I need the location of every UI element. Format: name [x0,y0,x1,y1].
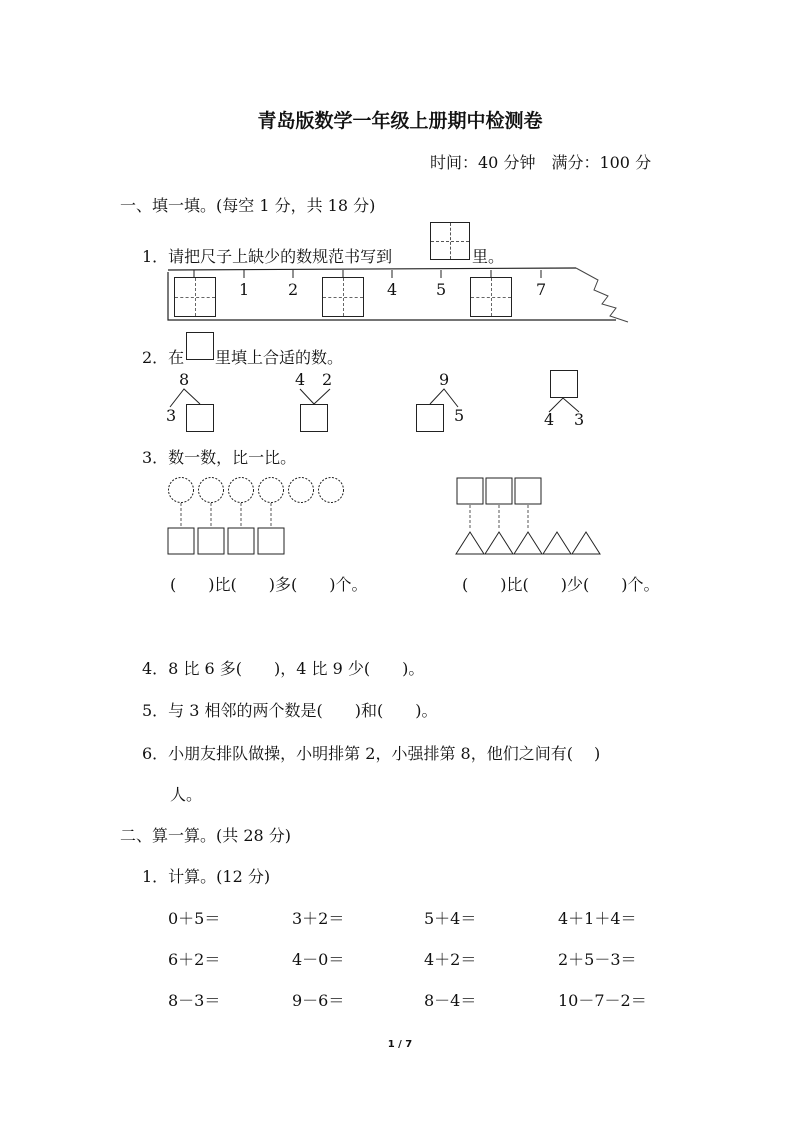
square-shape [486,478,512,504]
q2-g3-right: 5 [454,406,465,425]
triangle-shape [543,532,571,554]
square-shape [198,528,224,554]
q5-text[interactable]: 5．与 3 相邻的两个数是( )和( )。 [142,701,438,720]
ruler-number-1: 1 [239,280,250,299]
q1-text: 1．请把尺子上缺少的数规范书写到 [142,247,393,266]
triangle-shape [456,532,484,554]
calc-item[interactable]: 5＋4＝ [424,909,477,928]
square-shape [515,478,541,504]
q2-g4-bottom-left: 4 [544,410,555,429]
calc-item[interactable]: 8－3＝ [168,991,221,1010]
q2-text-after: 里填上合适的数。 [215,348,344,367]
q2-g2-top-right: 2 [322,370,333,389]
calc-item[interactable]: 10－7－2＝ [558,991,647,1010]
ruler-number-2: 2 [288,280,299,299]
circle-shape [319,478,344,503]
section1-heading: 一、填一填。(每空 1 分，共 18 分) [120,196,376,215]
circle-shape [289,478,314,503]
q3-blank-left[interactable]: ( )比( )多( )个。 [170,575,368,594]
ruler-number-7: 7 [536,280,547,299]
q2-g2-top-left: 4 [295,370,306,389]
ruler-number-4: 4 [387,280,398,299]
calc-item[interactable]: 6＋2＝ [168,950,221,969]
page-number: 1 / 7 [387,1039,413,1050]
q2-g4-bottom-right: 3 [574,410,585,429]
q4-text[interactable]: 4．8 比 6 多( )，4 比 9 少( )。 [142,659,425,678]
square-shape [258,528,284,554]
calc-item[interactable]: 9－6＝ [292,991,345,1010]
calc-item[interactable]: 8－4＝ [424,991,477,1010]
q6-text-line1[interactable]: 6．小朋友排队做操，小明排第 2，小强排第 8，他们之间有( ) [142,744,601,763]
circle-shape [169,478,194,503]
q2-g1-left: 3 [166,406,177,425]
q3-blank-right[interactable]: ( )比( )少( )个。 [462,575,660,594]
section2-heading: 二、算一算。(共 28 分) [120,826,292,845]
calc-item[interactable]: 0＋5＝ [168,909,221,928]
q2-g1-top: 8 [179,370,190,389]
calc-item[interactable]: 4－0＝ [292,950,345,969]
triangle-shape [514,532,542,554]
square-shape [168,528,194,554]
calc-item[interactable]: 3＋2＝ [292,909,345,928]
ruler-number-5: 5 [436,280,447,299]
q2-g3-top: 9 [439,370,450,389]
square-shape [457,478,483,504]
q1-text-after: 里。 [472,247,505,266]
calc-item[interactable]: 2＋5－3＝ [558,950,637,969]
triangle-shape [485,532,513,554]
circle-shape [259,478,284,503]
square-shape [228,528,254,554]
page-title: 青岛版数学一年级上册期中检测卷 [257,110,543,132]
circle-shape [229,478,254,503]
q3-text: 3．数一数，比一比。 [142,448,297,467]
q2-text: 2．在 [142,348,185,367]
circle-shape [199,478,224,503]
calc-item[interactable]: 4＋1＋4＝ [558,909,637,928]
calc-label: 1．计算。(12 分) [142,867,271,886]
q6-text-line2: 人。 [170,785,203,804]
exam-info: 时间：40 分钟 满分：100 分 [430,153,652,172]
calc-item[interactable]: 4＋2＝ [424,950,477,969]
triangle-shape [572,532,600,554]
